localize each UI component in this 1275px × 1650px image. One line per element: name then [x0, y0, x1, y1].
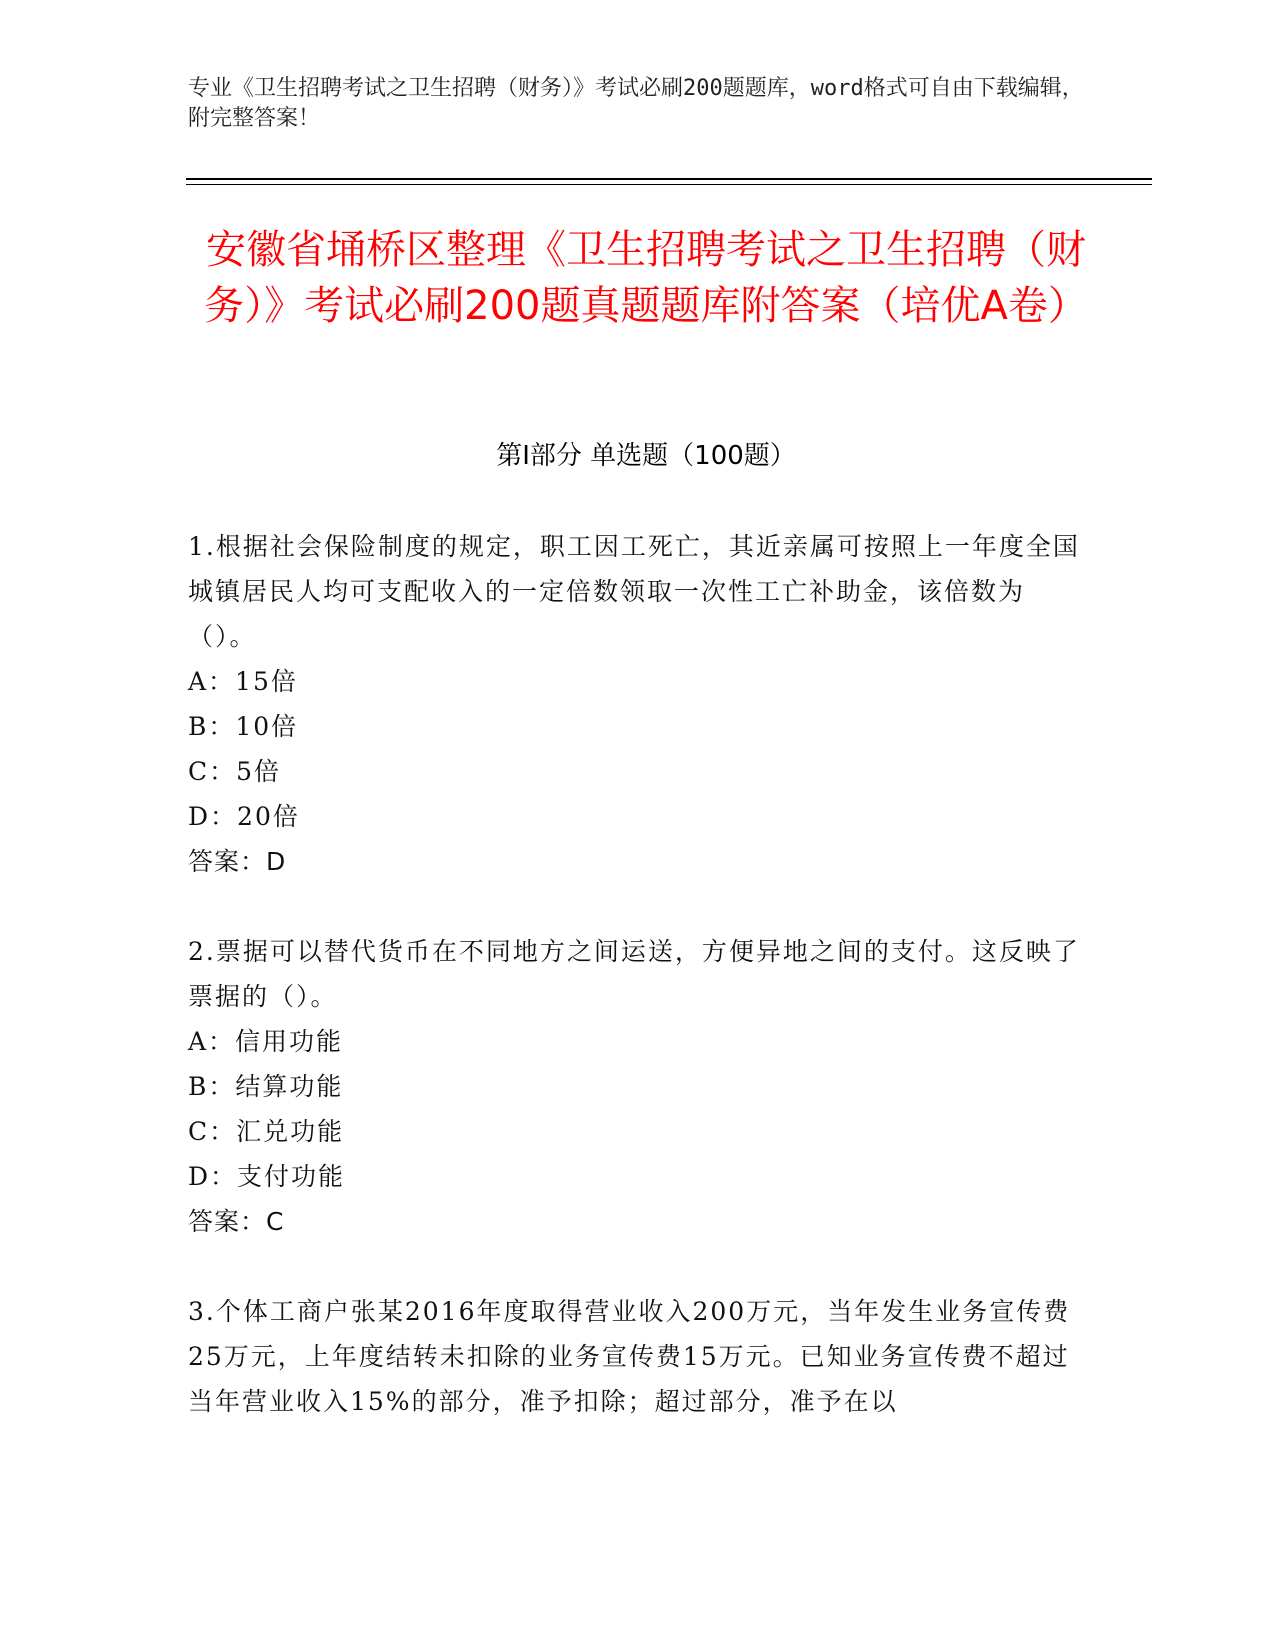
- question-spacer: [188, 1244, 1088, 1289]
- question-2: [188, 929, 1088, 1289]
- question-3: [188, 1289, 1088, 1424]
- question-spacer: [188, 884, 1088, 929]
- header-rule-thick: [186, 178, 1152, 180]
- option-a: A：信用功能: [188, 1027, 344, 1056]
- option-c: C：汇兑功能: [188, 1117, 345, 1146]
- section-title: 第Ⅰ部分 单选题（100题）: [496, 441, 796, 471]
- option-b: B：10倍: [188, 712, 299, 741]
- option-d: D：支付功能: [188, 1162, 346, 1191]
- option-d: D：20倍: [188, 802, 300, 831]
- question-stem: 1.根据社会保险制度的规定，职工因工死亡，其近亲属可按照上一年度全国城镇居民人均可支配收入的一定倍数领取一次性工亡补助金，该倍数为（）。: [188, 532, 1080, 651]
- question-list: [188, 524, 1088, 1424]
- question-stem: 3.个体工商户张某2016年度取得营业收入200万元，当年发生业务宣传费25万元，上年度结转未扣除的业务宣传费15万元。已知业务宣传费不超过当年营业收入15%的部分，准予扣除；超过部分，准予在以: [188, 1297, 1071, 1416]
- option-b: B：结算功能: [188, 1072, 344, 1101]
- document-title: 安徽省埇桥区整理《卫生招聘考试之卫生招聘（财务）》考试必刷200题真题题库附答案（培优A卷）: [204, 227, 1088, 329]
- option-c: C：5倍: [188, 757, 282, 786]
- header-rule-thin: [186, 184, 1152, 185]
- header-note: 专业《卫生招聘考试之卫生招聘（财务）》考试必刷200题题库，word格式可自由下载编辑，附完整答案！: [188, 76, 1084, 131]
- question-stem: 2.票据可以替代货币在不同地方之间运送，方便异地之间的支付。这反映了票据的（）。: [188, 937, 1080, 1011]
- question-1: [188, 524, 1088, 929]
- question-answer: 答案：C: [188, 1207, 285, 1236]
- option-a: A：15倍: [188, 667, 298, 696]
- question-answer: 答案：D: [188, 847, 287, 876]
